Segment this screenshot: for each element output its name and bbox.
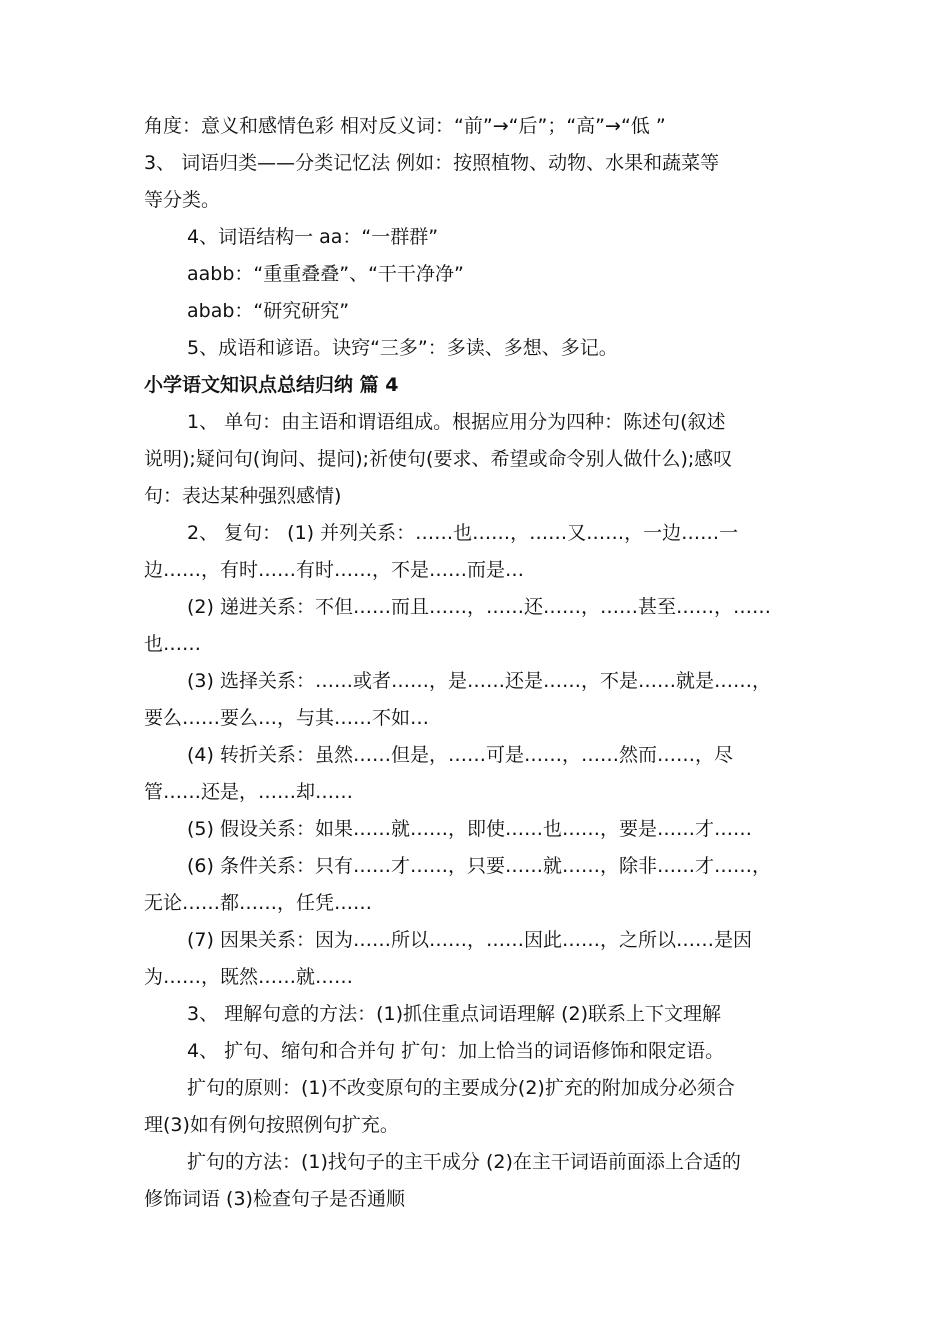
- text-line: 3、 理解句意的方法：(1)抓住重点词语理解 (2)联系上下文理解: [187, 1003, 721, 1025]
- text-line: 4、词语结构一 aa：“一群群”: [187, 226, 439, 248]
- text-line: 边……，有时……有时……，不是……而是…: [144, 559, 525, 581]
- text-line: 无论……都……，任凭……: [144, 892, 373, 914]
- text-line: 扩句的方法：(1)找句子的主干成分 (2)在主干词语前面添上合适的: [187, 1151, 741, 1173]
- text-line: 说明);疑问句(询问、提问);祈使句(要求、希望或命令别人做什么);感叹: [144, 448, 733, 470]
- text-line: 3、 词语归类——分类记忆法 例如：按照植物、动物、水果和蔬菜等: [144, 152, 720, 174]
- text-line: 为……，既然……就……: [144, 966, 354, 988]
- text-line: (7) 因果关系：因为……所以……，……因此……，之所以……是因: [187, 929, 752, 951]
- document-body: [144, 108, 808, 1218]
- text-line: 等分类。: [144, 189, 221, 211]
- text-line: (2) 递进关系：不但……而且……，……还……，……甚至……，……: [187, 596, 771, 618]
- text-line: 修饰词语 (3)检查句子是否通顺: [144, 1188, 405, 1210]
- text-line: 1、 单句：由主语和谓语组成。根据应用分为四种：陈述句(叙述: [187, 411, 726, 433]
- text-line: 扩句的原则：(1)不改变原句的主要成分(2)扩充的附加成分必须合: [187, 1077, 735, 1099]
- text-line: 句：表达某种强烈感情): [144, 485, 342, 507]
- text-line: 理(3)如有例句按照例句扩充。: [144, 1114, 399, 1136]
- text-line: 2、 复句： (1) 并列关系：……也……，……又……，一边……一: [187, 522, 739, 544]
- text-line: (5) 假设关系：如果……就……，即使……也……，要是……才……: [187, 818, 752, 840]
- text-line: (3) 选择关系：……或者……，是……还是……，不是……就是……，: [187, 670, 771, 692]
- text-line: 5、成语和谚语。诀窍“三多”：多读、多想、多记。: [187, 337, 618, 359]
- text-line: (4) 转折关系：虽然……但是，……可是……，……然而……，尽: [187, 744, 733, 766]
- text-line: 角度：意义和感情色彩 相对反义词：“前”→“后”；“高”→“低 ”: [144, 115, 666, 137]
- section-heading: 小学语文知识点总结归纳 篇 4: [144, 374, 399, 396]
- text-line: 要么……要么…，与其……不如…: [144, 707, 430, 729]
- text-line: 4、 扩句、缩句和合并句 扩句：加上恰当的词语修饰和限定语。: [187, 1040, 725, 1062]
- text-line: (6) 条件关系：只有……才……，只要……就……，除非……才……，: [187, 855, 771, 877]
- text-line: 管……还是，……却……: [144, 781, 354, 803]
- text-line: 也……: [144, 633, 202, 655]
- text-line: aabb：“重重叠叠”、“干干净净”: [187, 263, 464, 285]
- text-line: abab：“研究研究”: [187, 300, 350, 322]
